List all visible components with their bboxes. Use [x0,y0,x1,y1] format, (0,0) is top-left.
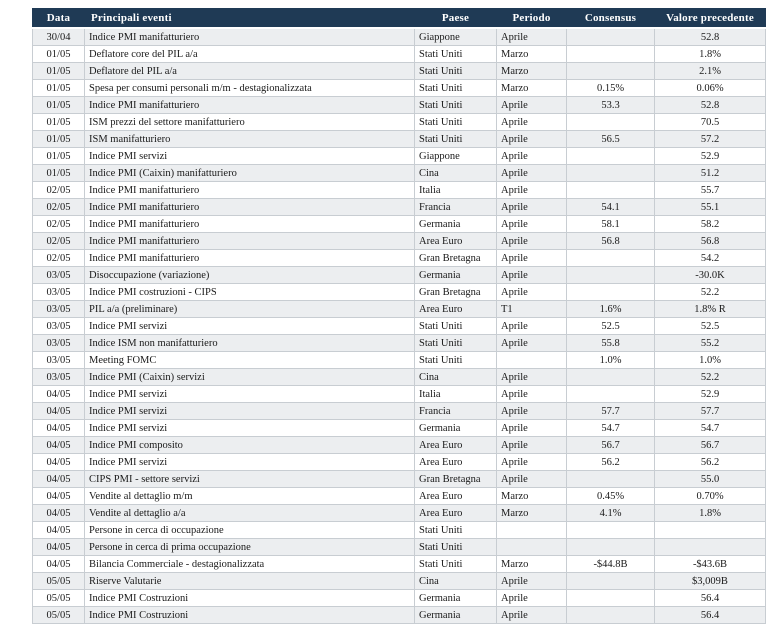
table-row [33,573,766,590]
cell-periodo: Aprile [497,233,567,250]
cell-precedente: 51.2 [655,165,766,182]
cell-evento: Disoccupazione (variazione) [85,267,415,284]
table-row [33,46,766,63]
cell-consensus: 56.5 [567,131,655,148]
cell-precedente: 55.0 [655,471,766,488]
cell-paese: Italia [415,182,497,199]
cell-periodo [497,352,567,369]
cell-precedente: 70.5 [655,114,766,131]
cell-evento: Deflatore del PIL a/a [85,63,415,80]
cell-evento: Vendite al dettaglio m/m [85,488,415,505]
cell-consensus: 1.6% [567,301,655,318]
cell-periodo: Marzo [497,80,567,97]
cell-consensus: 52.5 [567,318,655,335]
table-body [33,28,766,624]
cell-consensus: 4.1% [567,505,655,522]
cell-consensus: 58.1 [567,216,655,233]
cell-data: 04/05 [33,522,85,539]
cell-data: 02/05 [33,250,85,267]
cell-consensus: 57.7 [567,403,655,420]
table-row [33,505,766,522]
cell-paese: Area Euro [415,301,497,318]
column-header-consensus: Consensus [567,9,655,29]
cell-precedente: 54.7 [655,420,766,437]
cell-data: 05/05 [33,607,85,624]
cell-precedente: 56.2 [655,454,766,471]
cell-consensus [567,369,655,386]
table-row [33,165,766,182]
cell-data: 03/05 [33,267,85,284]
cell-consensus: 54.1 [567,199,655,216]
cell-paese: Giappone [415,28,497,46]
cell-periodo: Aprile [497,97,567,114]
cell-evento: Persone in cerca di prima occupazione [85,539,415,556]
cell-precedente: 56.4 [655,590,766,607]
cell-consensus [567,28,655,46]
cell-paese: Cina [415,165,497,182]
table-row [33,403,766,420]
cell-consensus: 54.7 [567,420,655,437]
cell-consensus: 56.8 [567,233,655,250]
table-row [33,335,766,352]
cell-evento: Indice PMI manifatturiero [85,97,415,114]
cell-periodo: Aprile [497,454,567,471]
cell-precedente: 58.2 [655,216,766,233]
cell-evento: Indice ISM non manifatturiero [85,335,415,352]
cell-paese: Germania [415,607,497,624]
cell-evento: Indice PMI manifatturiero [85,199,415,216]
cell-consensus [567,607,655,624]
cell-paese: Germania [415,420,497,437]
cell-consensus: -$44.8B [567,556,655,573]
cell-periodo: Aprile [497,403,567,420]
cell-periodo: Aprile [497,590,567,607]
cell-data: 02/05 [33,199,85,216]
cell-periodo: Marzo [497,46,567,63]
table-row [33,301,766,318]
cell-periodo: Aprile [497,216,567,233]
cell-evento: Indice PMI costruzioni - CIPS [85,284,415,301]
column-header-periodo: Periodo [497,9,567,29]
table-row [33,590,766,607]
cell-precedente [655,522,766,539]
cell-periodo: Aprile [497,131,567,148]
cell-data: 03/05 [33,284,85,301]
cell-precedente: 52.8 [655,97,766,114]
cell-data: 03/05 [33,352,85,369]
column-header-eventi: Principali eventi [85,9,415,29]
cell-paese: Area Euro [415,437,497,454]
cell-data: 01/05 [33,114,85,131]
cell-precedente: 1.8% [655,46,766,63]
cell-precedente: 55.1 [655,199,766,216]
column-header-paese: Paese [415,9,497,29]
cell-precedente: 52.2 [655,284,766,301]
cell-precedente: 52.2 [655,369,766,386]
cell-consensus: 55.8 [567,335,655,352]
cell-consensus [567,539,655,556]
cell-evento: Indice PMI (Caixin) servizi [85,369,415,386]
cell-evento: Vendite al dettaglio a/a [85,505,415,522]
cell-periodo: Aprile [497,369,567,386]
cell-consensus: 53.3 [567,97,655,114]
cell-consensus [567,471,655,488]
table-row [33,182,766,199]
table-row [33,250,766,267]
table-row [33,420,766,437]
cell-periodo: Aprile [497,420,567,437]
table-row [33,539,766,556]
cell-periodo: Aprile [497,165,567,182]
cell-consensus: 0.45% [567,488,655,505]
cell-data: 05/05 [33,573,85,590]
cell-paese: Francia [415,403,497,420]
cell-paese: Giappone [415,148,497,165]
cell-periodo: Aprile [497,267,567,284]
cell-evento: Indice PMI servizi [85,454,415,471]
cell-precedente: 0.06% [655,80,766,97]
cell-paese: Germania [415,216,497,233]
table-row [33,284,766,301]
cell-consensus [567,114,655,131]
cell-precedente: 0.70% [655,488,766,505]
cell-precedente: -30.0K [655,267,766,284]
cell-paese: Stati Uniti [415,97,497,114]
cell-paese: Francia [415,199,497,216]
cell-periodo [497,539,567,556]
cell-paese: Germania [415,590,497,607]
cell-data: 01/05 [33,131,85,148]
cell-periodo: Aprile [497,335,567,352]
cell-precedente: 55.2 [655,335,766,352]
cell-paese: Germania [415,267,497,284]
cell-periodo: Marzo [497,505,567,522]
cell-evento: CIPS PMI - settore servizi [85,471,415,488]
cell-paese: Stati Uniti [415,556,497,573]
cell-precedente: 52.9 [655,386,766,403]
cell-precedente: 52.8 [655,28,766,46]
cell-consensus [567,182,655,199]
cell-evento: Indice PMI servizi [85,318,415,335]
cell-data: 01/05 [33,80,85,97]
cell-consensus [567,590,655,607]
cell-data: 04/05 [33,420,85,437]
cell-paese: Area Euro [415,488,497,505]
cell-consensus [567,386,655,403]
cell-periodo: Aprile [497,386,567,403]
cell-periodo: Aprile [497,114,567,131]
table-row [33,80,766,97]
cell-paese: Area Euro [415,454,497,471]
cell-data: 30/04 [33,28,85,46]
table-row [33,216,766,233]
cell-paese: Stati Uniti [415,539,497,556]
cell-evento: ISM prezzi del settore manifatturiero [85,114,415,131]
cell-data: 03/05 [33,369,85,386]
cell-precedente: 1.0% [655,352,766,369]
table-row [33,148,766,165]
cell-data: 02/05 [33,216,85,233]
cell-paese: Gran Bretagna [415,471,497,488]
table-row [33,199,766,216]
cell-data: 04/05 [33,556,85,573]
cell-evento: Indice PMI (Caixin) manifatturiero [85,165,415,182]
cell-consensus [567,267,655,284]
cell-precedente: 56.8 [655,233,766,250]
cell-consensus [567,148,655,165]
cell-consensus: 0.15% [567,80,655,97]
cell-paese: Area Euro [415,233,497,250]
cell-evento: PIL a/a (preliminare) [85,301,415,318]
economic-calendar-table [32,8,766,624]
cell-paese: Stati Uniti [415,63,497,80]
cell-paese: Area Euro [415,505,497,522]
cell-periodo: Aprile [497,148,567,165]
cell-precedente: 55.7 [655,182,766,199]
cell-data: 02/05 [33,182,85,199]
cell-precedente: 56.4 [655,607,766,624]
table-row [33,131,766,148]
cell-evento: Indice PMI composito [85,437,415,454]
cell-periodo: Aprile [497,28,567,46]
cell-data: 04/05 [33,505,85,522]
table-row [33,471,766,488]
cell-data: 04/05 [33,454,85,471]
cell-data: 04/05 [33,386,85,403]
cell-consensus: 56.7 [567,437,655,454]
cell-evento: Bilancia Commerciale - destagionalizzata [85,556,415,573]
cell-paese: Stati Uniti [415,352,497,369]
cell-consensus: 1.0% [567,352,655,369]
table-row [33,114,766,131]
table-row [33,488,766,505]
cell-data: 01/05 [33,165,85,182]
cell-periodo: Aprile [497,318,567,335]
cell-precedente: 56.7 [655,437,766,454]
cell-periodo: Marzo [497,63,567,80]
cell-data: 04/05 [33,488,85,505]
cell-data: 04/05 [33,403,85,420]
cell-evento: Persone in cerca di occupazione [85,522,415,539]
cell-periodo: Aprile [497,284,567,301]
cell-consensus [567,46,655,63]
cell-paese: Stati Uniti [415,80,497,97]
cell-periodo: Aprile [497,471,567,488]
cell-consensus [567,573,655,590]
table-header [33,9,766,29]
cell-periodo: T1 [497,301,567,318]
cell-paese: Stati Uniti [415,114,497,131]
cell-data: 03/05 [33,301,85,318]
cell-paese: Cina [415,573,497,590]
cell-precedente: 52.9 [655,148,766,165]
cell-evento: ISM manifatturiero [85,131,415,148]
cell-data: 01/05 [33,63,85,80]
cell-evento: Indice PMI servizi [85,386,415,403]
cell-precedente: 2.1% [655,63,766,80]
cell-evento: Meeting FOMC [85,352,415,369]
cell-paese: Stati Uniti [415,131,497,148]
cell-precedente: $3,009B [655,573,766,590]
table-row [33,369,766,386]
cell-evento: Indice PMI manifatturiero [85,233,415,250]
cell-evento: Indice PMI Costruzioni [85,590,415,607]
table-row [33,318,766,335]
cell-precedente [655,539,766,556]
table-row [33,522,766,539]
cell-evento: Deflatore core del PIL a/a [85,46,415,63]
cell-periodo: Aprile [497,182,567,199]
table-row [33,267,766,284]
cell-evento: Indice PMI servizi [85,420,415,437]
cell-data: 01/05 [33,148,85,165]
table-row [33,233,766,250]
cell-data: 01/05 [33,97,85,114]
cell-periodo: Marzo [497,556,567,573]
cell-precedente: 52.5 [655,318,766,335]
cell-precedente: 57.7 [655,403,766,420]
cell-paese: Stati Uniti [415,318,497,335]
cell-data: 02/05 [33,233,85,250]
cell-evento: Indice PMI servizi [85,148,415,165]
cell-precedente: 57.2 [655,131,766,148]
table-row [33,437,766,454]
table-row [33,556,766,573]
cell-data: 05/05 [33,590,85,607]
table-row [33,386,766,403]
table-row [33,454,766,471]
cell-data: 04/05 [33,471,85,488]
cell-evento: Indice PMI manifatturiero [85,250,415,267]
cell-consensus: 56.2 [567,454,655,471]
cell-periodo: Aprile [497,607,567,624]
cell-evento: Indice PMI manifatturiero [85,182,415,199]
cell-periodo: Aprile [497,250,567,267]
cell-evento: Spesa per consumi personali m/m - destagionalizzata [85,80,415,97]
cell-consensus [567,284,655,301]
cell-evento: Indice PMI manifatturiero [85,216,415,233]
cell-data: 04/05 [33,539,85,556]
cell-evento: Indice PMI Costruzioni [85,607,415,624]
table-row [33,352,766,369]
cell-evento: Riserve Valutarie [85,573,415,590]
cell-paese: Stati Uniti [415,522,497,539]
cell-periodo: Marzo [497,488,567,505]
cell-consensus [567,522,655,539]
cell-evento: Indice PMI servizi [85,403,415,420]
cell-data: 03/05 [33,318,85,335]
cell-paese: Gran Bretagna [415,250,497,267]
cell-paese: Stati Uniti [415,46,497,63]
cell-periodo [497,522,567,539]
table-row [33,97,766,114]
column-header-precedente: Valore precedente [655,9,766,29]
cell-data: 03/05 [33,335,85,352]
cell-paese: Gran Bretagna [415,284,497,301]
cell-precedente: -$43.6B [655,556,766,573]
cell-periodo: Aprile [497,437,567,454]
cell-paese: Stati Uniti [415,335,497,352]
column-header-data: Data [33,9,85,29]
cell-paese: Italia [415,386,497,403]
cell-periodo: Aprile [497,573,567,590]
cell-precedente: 54.2 [655,250,766,267]
cell-data: 04/05 [33,437,85,454]
cell-precedente: 1.8% [655,505,766,522]
cell-paese: Cina [415,369,497,386]
cell-consensus [567,165,655,182]
cell-periodo: Aprile [497,199,567,216]
table-row [33,607,766,624]
cell-evento: Indice PMI manifatturiero [85,28,415,46]
table-row [33,28,766,46]
cell-consensus [567,63,655,80]
cell-data: 01/05 [33,46,85,63]
cell-consensus [567,250,655,267]
cell-precedente: 1.8% R [655,301,766,318]
table-row [33,63,766,80]
table-header-row [33,9,766,29]
